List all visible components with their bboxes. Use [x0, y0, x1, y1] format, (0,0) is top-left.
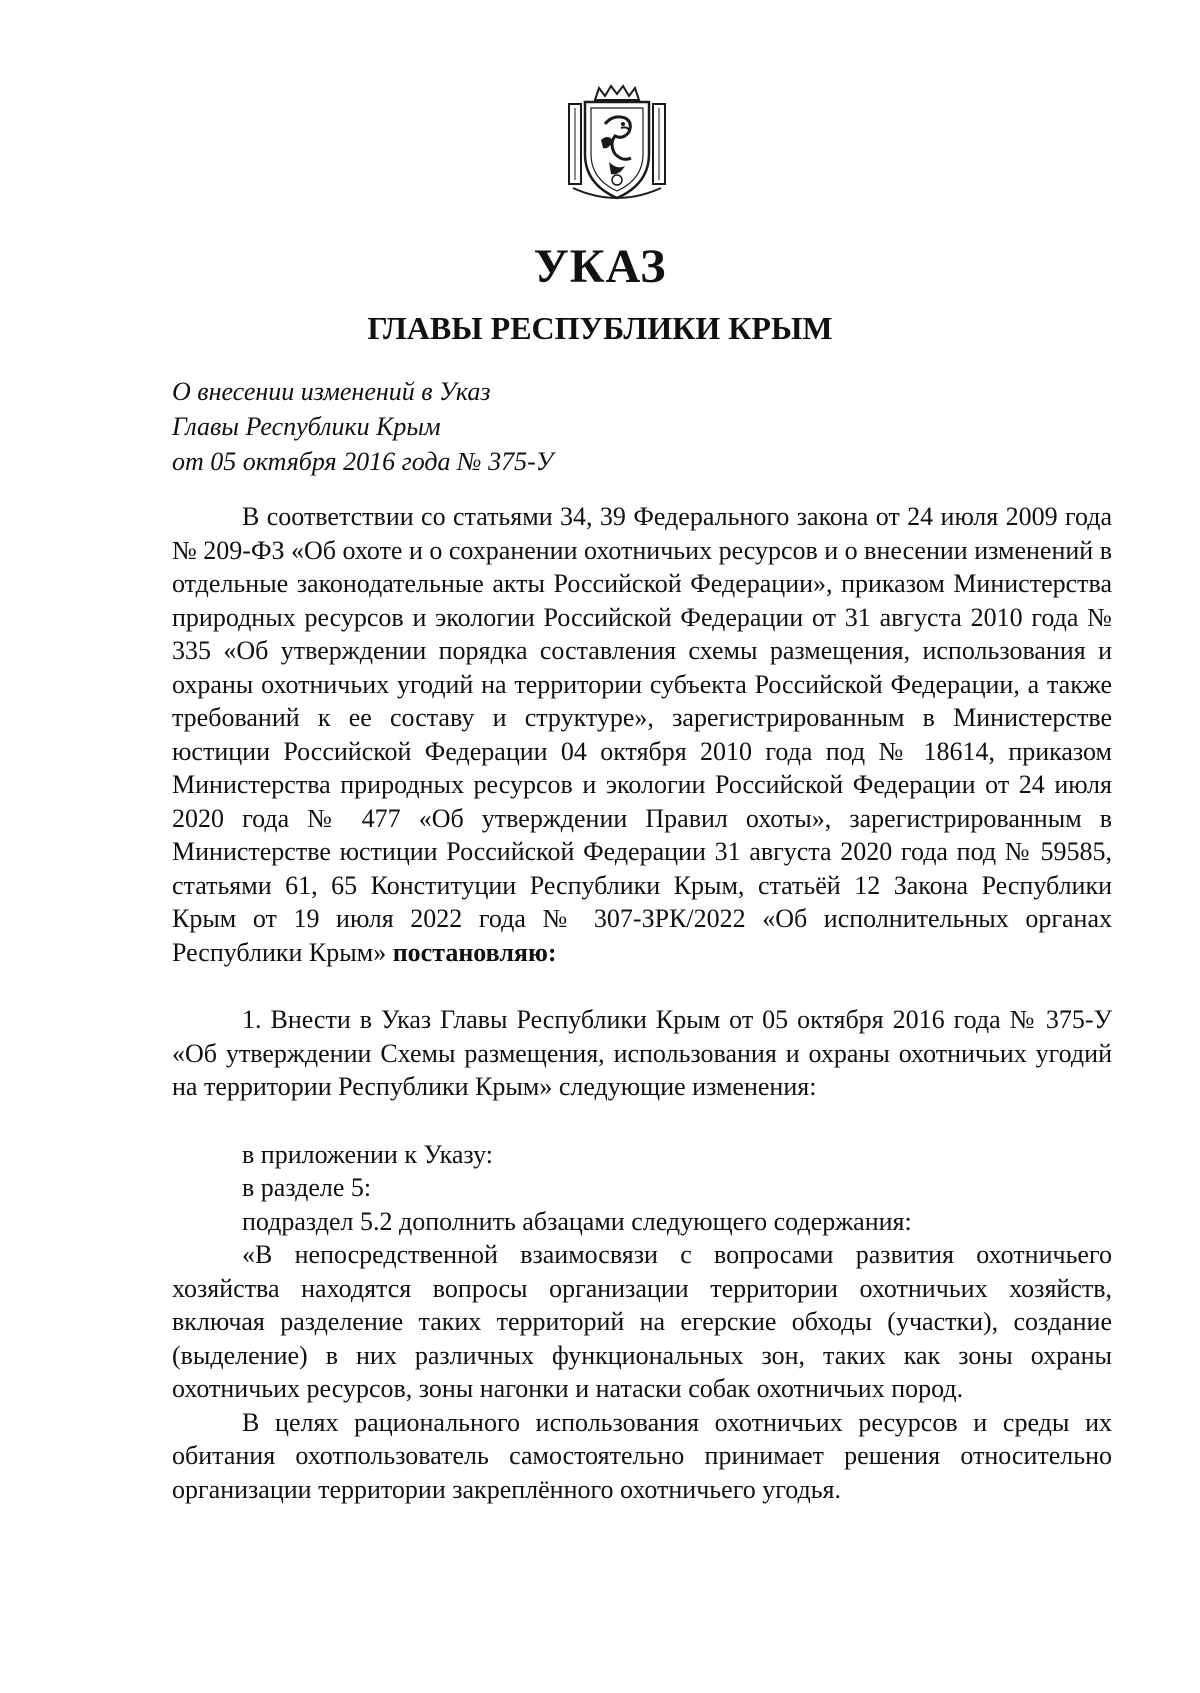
subject-line: от 05 октября 2016 года № 375-У — [172, 447, 554, 476]
quoted-paragraph: «В непосредственной взаимосвязи с вопросами развития охотничьего хозяйства находятся вопросы организации территории охотничьих хозяйств, включая разделение таких территорий на егерские обходы (участки), создание (выделение) в них различных функциональных зон, таких как зоны охраны охотничьих ресурсов, зоны нагонки и натаски собак охотничьих пород. — [172, 1240, 1112, 1403]
quoted-paragraph: В целях рационального использования охотничьих ресурсов и среды их обитания охотпользователь самостоятельно принимает решения относительно организации территории закреплённого охотничьего угодья. — [172, 1407, 1112, 1504]
amendment-line: в приложении к Указу: — [242, 1139, 493, 1169]
preamble-text: В соответствии со статьями 34, 39 Федерального закона от 24 июля 2009 года № 209-ФЗ «Об охоте и о сохранении охотничьих ресурсов и о внесении изменений в отдельные законодательные акты Российской Федерации», приказом Министерства природных ресурсов и экологии Российской Федерации от 31 августа 2010 года № 335 «Об утверждении порядка составления схемы размещения, использования и охраны охотничьих угодий на территории субъекта Российской Федерации, а также требований к ее составу и структуре», зарегистрированным в Министерстве юстиции Российской Федерации 04 октября 2010 года под № 18614, приказом Министерства природных ресурсов и экологии Российской Федерации от 24 июля 2020 года № 477 «Об утверждении Правил охоты», зарегистрированным в Министерстве юстиции Российской Федерации 31 августа 2020 года под № 59585, статьями 61, 65 Конституции Республики Крым, статьёй 12 Закона Республики Крым от 19 июля 2022 года № 307-ЗРК/2022 «Об исполнительных органах Республики Крым» — [172, 502, 1112, 967]
subject-line: О внесении изменений в Указ — [172, 377, 491, 406]
document-issuer: ГЛАВЫ РЕСПУБЛИКИ КРЫМ — [367, 310, 833, 346]
subject-line: Главы Республики Крым — [172, 412, 441, 441]
item-1-paragraph: 1. Внести в Указ Главы Республики Крым от 05 октября 2016 года № 375-У «Об утверждении Схемы размещения, использования и охраны охотничьих угодий на территории Республики Крым» следующие изменения: — [172, 1005, 1112, 1101]
amendment-line: подраздел 5.2 дополнить абзацами следующего содержания: — [242, 1206, 912, 1236]
document-title: УКАЗ — [533, 240, 667, 293]
amendment-line: в разделе 5: — [242, 1173, 372, 1202]
document-body — [172, 500, 1112, 1506]
preamble-paragraph — [172, 500, 1112, 969]
coat-of-arms-crimea-icon — [565, 84, 669, 204]
document-subject — [172, 374, 772, 479]
decree-word: постановляю: — [392, 937, 557, 967]
